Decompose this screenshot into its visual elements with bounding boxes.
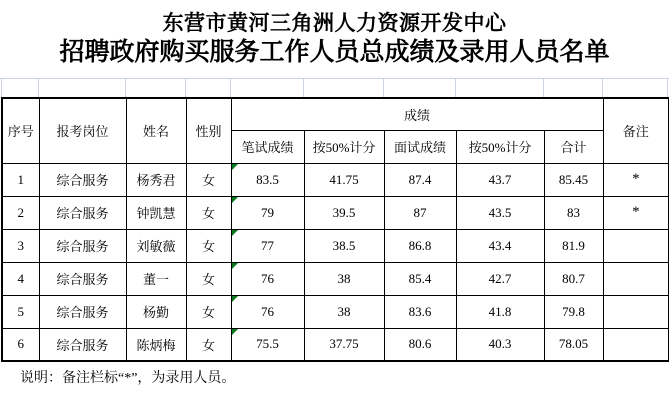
written-score-value: 75.5: [256, 336, 279, 352]
table-row: [2, 229, 669, 262]
table-row: [2, 196, 669, 229]
col-header-remark: 备注: [603, 98, 669, 163]
col-header-score-group: 成绩: [231, 98, 603, 130]
cell-interview-50pct: 41.8: [456, 295, 544, 328]
cell-remark: [603, 262, 669, 295]
cell-position: 综合服务: [39, 229, 126, 262]
written-score-value: 83.5: [256, 171, 279, 187]
number-as-text-indicator-icon: [232, 263, 238, 269]
cell-total: 80.7: [544, 262, 603, 295]
cell-written-score: [231, 262, 304, 295]
cell-gender: 女: [186, 196, 231, 229]
cell-interview-50pct: 43.7: [456, 163, 544, 196]
cell-written-score: [231, 196, 304, 229]
col-header-total: 合计: [544, 130, 603, 163]
spreadsheet-gridline: [602, 79, 603, 98]
cell-total: 78.05: [544, 328, 603, 361]
cell-written-50pct: 39.5: [304, 196, 384, 229]
cell-position: 综合服务: [39, 262, 126, 295]
cell-written-score: [231, 229, 304, 262]
cell-name: 钟凯慧: [126, 196, 186, 229]
table-row: [2, 262, 669, 295]
number-as-text-indicator-icon: [232, 164, 238, 170]
cell-name: 杨秀君: [126, 163, 186, 196]
cell-written-50pct: 37.75: [304, 328, 384, 361]
number-as-text-indicator-icon: [232, 230, 238, 236]
cell-interview-score: 83.6: [384, 295, 456, 328]
cell-interview-50pct: 43.5: [456, 196, 544, 229]
cell-gender: 女: [186, 328, 231, 361]
cell-interview-score: 85.4: [384, 262, 456, 295]
cell-total: 83: [544, 196, 603, 229]
cell-position: 综合服务: [39, 163, 126, 196]
cell-remark: *: [603, 196, 669, 229]
cell-position: 综合服务: [39, 328, 126, 361]
number-as-text-indicator-icon: [232, 329, 238, 335]
cell-written-score: [231, 163, 304, 196]
cell-seq: 5: [2, 295, 39, 328]
cell-written-score: [231, 328, 304, 361]
table-row: [2, 328, 669, 361]
cell-interview-score: 80.6: [384, 328, 456, 361]
spreadsheet-gridline: [667, 79, 668, 98]
cell-name: 杨勤: [126, 295, 186, 328]
cell-remark: [603, 295, 669, 328]
cell-seq: 6: [2, 328, 39, 361]
cell-written-50pct: 38: [304, 262, 384, 295]
cell-written-score: [231, 295, 304, 328]
spreadsheet-gridline: [455, 79, 456, 98]
spreadsheet-gridline: [230, 79, 231, 98]
cell-gender: 女: [186, 229, 231, 262]
cell-seq: 4: [2, 262, 39, 295]
cell-total: 79.8: [544, 295, 603, 328]
cell-seq: 2: [2, 196, 39, 229]
col-header-seq: 序号: [2, 98, 39, 163]
cell-interview-score: 86.8: [384, 229, 456, 262]
col-header-gender: 性别: [186, 98, 231, 163]
spreadsheet-empty-row: [0, 78, 669, 97]
spreadsheet-gridline: [1, 79, 2, 98]
cell-name: 董一: [126, 262, 186, 295]
cell-seq: 3: [2, 229, 39, 262]
footnote: 说明：备注栏标“*”，为录用人员。: [20, 371, 236, 386]
table-row: [2, 163, 669, 196]
spreadsheet-gridline: [303, 79, 304, 98]
spreadsheet-gridline: [383, 79, 384, 98]
col-header-name: 姓名: [126, 98, 186, 163]
spreadsheet-gridline: [185, 79, 186, 98]
cell-interview-score: 87: [384, 196, 456, 229]
cell-name: 刘敏薇: [126, 229, 186, 262]
title-line-2: 招聘政府购买服务工作人员总成绩及录用人员名单: [59, 39, 610, 66]
cell-total: 81.9: [544, 229, 603, 262]
cell-seq: 1: [2, 163, 39, 196]
cell-interview-50pct: 40.3: [456, 328, 544, 361]
cell-written-50pct: 41.75: [304, 163, 384, 196]
spreadsheet-gridline: [125, 79, 126, 98]
cell-interview-50pct: 42.7: [456, 262, 544, 295]
col-header-written-50pct: 按50%计分: [304, 130, 384, 163]
title-line-1: 东营市黄河三角洲人力资源开发中心: [162, 11, 507, 35]
written-score-value: 76: [261, 270, 274, 286]
cell-interview-50pct: 43.4: [456, 229, 544, 262]
header-row-top: [2, 98, 669, 130]
cell-position: 综合服务: [39, 295, 126, 328]
cell-total: 85.45: [544, 163, 603, 196]
cell-name: 陈炳梅: [126, 328, 186, 361]
cell-written-50pct: 38.5: [304, 229, 384, 262]
col-header-position: 报考岗位: [39, 98, 126, 163]
cell-position: 综合服务: [39, 196, 126, 229]
written-score-value: 77: [261, 237, 274, 253]
cell-remark: [603, 328, 669, 361]
page-title: [0, 9, 669, 68]
results-table: [1, 97, 669, 362]
col-header-interview-50pct: 按50%计分: [456, 130, 544, 163]
cell-gender: 女: [186, 262, 231, 295]
written-score-value: 79: [261, 204, 274, 220]
col-header-interview-score: 面试成绩: [384, 130, 456, 163]
table-row: [2, 295, 669, 328]
cell-interview-score: 87.4: [384, 163, 456, 196]
written-score-value: 76: [261, 303, 274, 319]
cell-gender: 女: [186, 295, 231, 328]
cell-gender: 女: [186, 163, 231, 196]
cell-remark: *: [603, 163, 669, 196]
col-header-written-score: 笔试成绩: [231, 130, 304, 163]
spreadsheet-gridline: [38, 79, 39, 98]
number-as-text-indicator-icon: [232, 296, 238, 302]
cell-written-50pct: 38: [304, 295, 384, 328]
cell-remark: [603, 229, 669, 262]
number-as-text-indicator-icon: [232, 197, 238, 203]
spreadsheet-gridline: [543, 79, 544, 98]
